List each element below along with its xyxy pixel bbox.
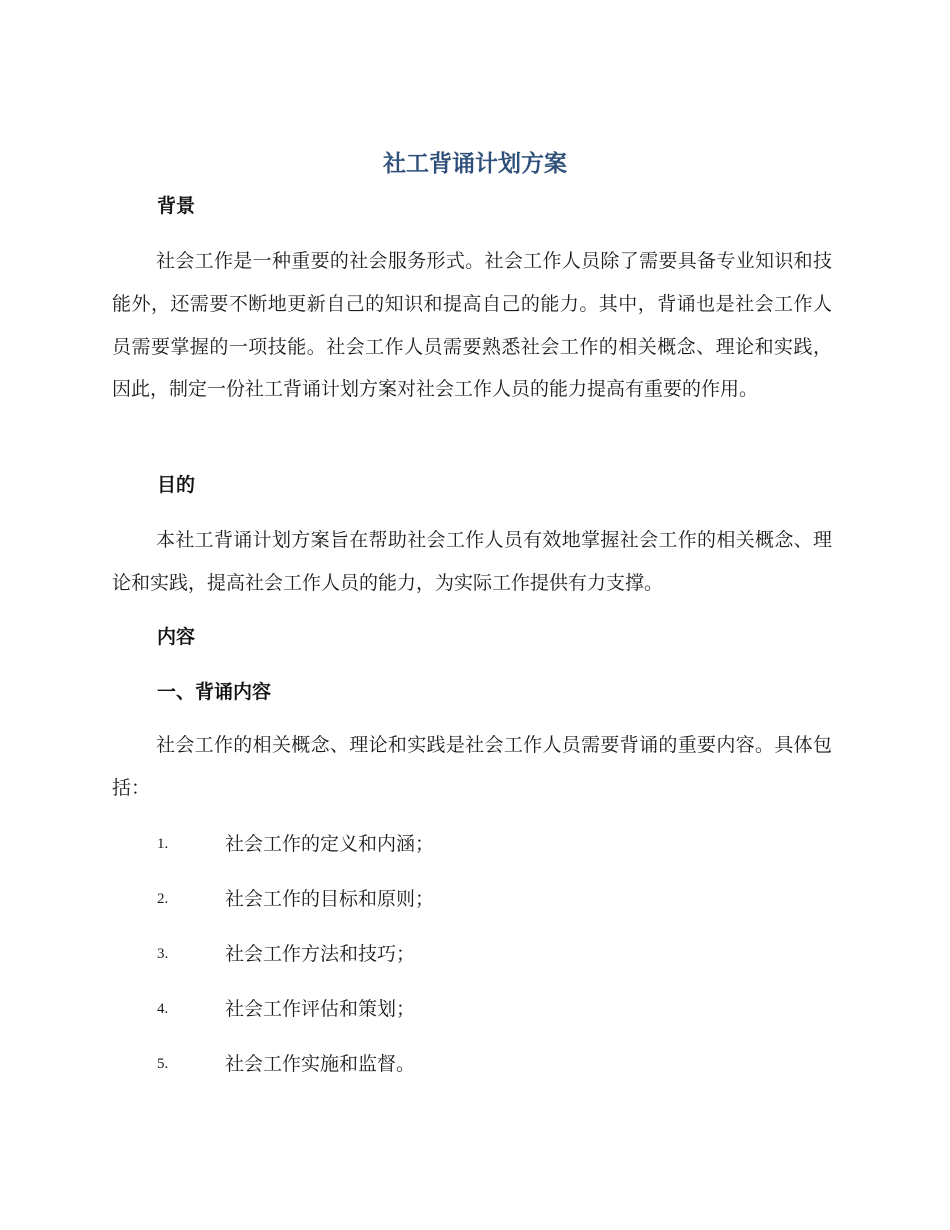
subheading-recitation-content: 一、背诵内容 [157, 681, 272, 703]
list-item-number: 4. [157, 1001, 169, 1017]
content-intro-paragraph: 社会工作的相关概念、理论和实践是社会工作人员需要背诵的重要内容。具体包括： [112, 734, 832, 799]
purpose-paragraph: 本社工背诵计划方案旨在帮助社会工作人员有效地掌握社会工作的相关概念、理论和实践，提高社会工作人员的能力，为实际工作提供有力支撑。 [112, 529, 832, 594]
list-item-text: 社会工作评估和策划； [225, 998, 416, 1020]
list-item-text: 社会工作方法和技巧； [225, 943, 416, 965]
section-heading-background: 背景 [157, 195, 196, 217]
list-item-number: 1. [157, 836, 169, 852]
list-item-number: 2. [157, 891, 169, 907]
list-item-text: 社会工作的目标和原则； [225, 888, 435, 910]
list-item-text: 社会工作实施和监督。 [225, 1053, 416, 1075]
background-paragraph: 社会工作是一种重要的社会服务形式。社会工作人员除了需要具备专业知识和技能外，还需要不断地更新自己的知识和提高自己的能力。其中，背诵也是社会工作人员需要掌握的一项技能。社会工作人员需要熟悉社会工作的相关概念、理论和实践，因此，制定一份社工背诵计划方案对社会工作人员的能力提高有重要的作用。 [112, 250, 832, 401]
list-item-number: 5. [157, 1056, 169, 1072]
document-title: 社工背诵计划方案 [383, 151, 567, 177]
section-heading-purpose: 目的 [157, 474, 196, 496]
section-heading-content: 内容 [157, 626, 196, 648]
list-item-number: 3. [157, 946, 169, 962]
list-item-text: 社会工作的定义和内涵； [225, 833, 435, 855]
